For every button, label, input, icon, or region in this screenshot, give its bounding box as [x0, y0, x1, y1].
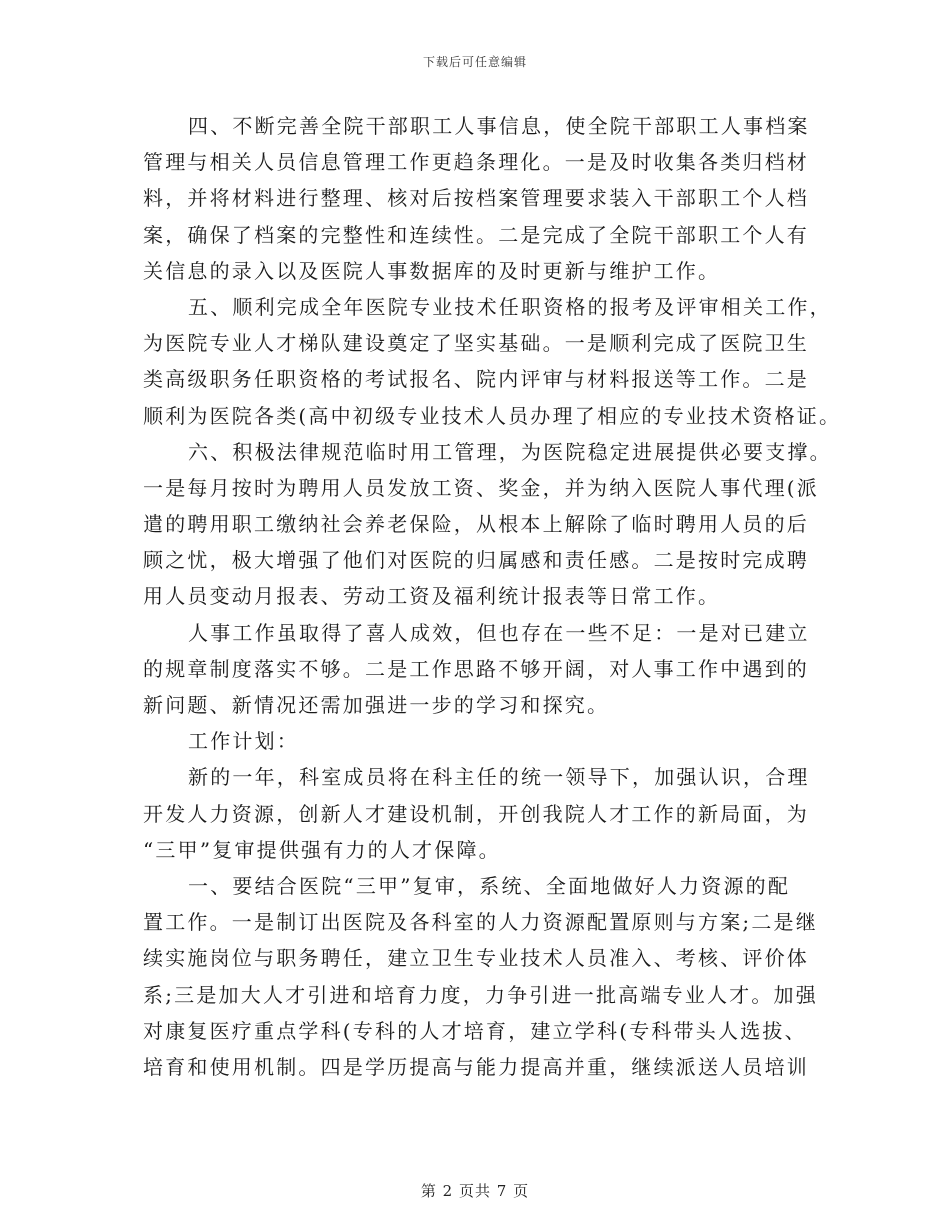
paragraph-line: “三甲”复审提供强有力的人才保障。	[143, 837, 501, 862]
page-footer: 第 2 页共 7 页	[420, 1182, 530, 1200]
paragraph-line: 四、不断完善全院干部职工人事信息，使全院干部职工人事档案	[188, 114, 810, 138]
paragraph-line: 顾之忧，极大增强了他们对医院的归属感和责任感。二是按时完成聘	[143, 548, 809, 573]
paragraph-line: 五、顺利完成全年医院专业技术任职资格的报考及评审相关工作，	[188, 294, 832, 319]
paragraph-line: 关信息的录入以及医院人事数据库的及时更新与维护工作。	[143, 258, 721, 283]
document-body	[143, 108, 842, 1085]
paragraph-line: 新问题、新情况还需加强进一步的学习和探究。	[143, 693, 610, 717]
section-heading: 工作计划：	[188, 729, 299, 754]
paragraph-line: 类高级职务任职资格的考试报名、院内评审与材料报送等工作。二是	[143, 367, 809, 392]
paragraph-line: 顺利为医院各类(高中初级专业技术人员办理了相应的专业技术资格证。	[143, 403, 842, 428]
paragraph-line: 一、要结合医院“三甲”复审，系统、全面地做好人力资源的配	[188, 873, 791, 898]
paragraph-line: 管理与相关人员信息管理工作更趋条理化。一是及时收集各类归档材	[143, 150, 809, 175]
paragraph-line: 续实施岗位与职务聘任，建立卫生专业技术人员准入、考核、评价体	[143, 946, 809, 971]
paragraph-line: 新的一年，科室成员将在科主任的统一领导下，加强认识，合理	[188, 765, 810, 790]
paragraph-line: 置工作。一是制订出医院及各科室的人力资源配置原则与方案;二是继	[143, 910, 818, 935]
paragraph-line: 料，并将材料进行整理、核对后按档案管理要求装入干部职工个人档	[143, 186, 809, 211]
paragraph-line: 一是每月按时为聘用人员发放工资、奖金，并为纳入医院人事代理(派	[143, 475, 820, 500]
page-header: 下载后可任意编辑	[422, 55, 527, 69]
paragraph-line: 人事工作虽取得了喜人成效，但也存在一些不足：一是对已建立	[188, 620, 810, 645]
paragraph-line: 为医院专业人才梯队建设奠定了坚实基础。一是顺利完成了医院卫生	[143, 331, 809, 356]
paragraph-line: 的规章制度落实不够。二是工作思路不够开阔，对人事工作中遇到的	[143, 656, 809, 681]
paragraph-line: 案，确保了档案的完整性和连续性。二是完成了全院干部职工个人有	[143, 222, 809, 247]
paragraph-line: 开发人力资源，创新人才建设机制，开创我院人才工作的新局面，为	[143, 801, 809, 826]
paragraph-line: 遣的聘用职工缴纳社会养老保险，从根本上解除了临时聘用人员的后	[143, 512, 809, 537]
paragraph-line: 系;三是加大人才引进和培育力度，力争引进一批高端专业人才。加强	[143, 982, 818, 1007]
paragraph-line: 对康复医疗重点学科(专科的人才培育，建立学科(专科带头人选拔、	[143, 1018, 807, 1043]
paragraph-line: 用人员变动月报表、劳动工资及福利统计报表等日常工作。	[143, 584, 721, 609]
paragraph-line: 六、积极法律规范临时用工管理，为医院稳定进展提供必要支撑。	[188, 439, 832, 464]
paragraph-line: 培育和使用机制。四是学历提高与能力提高并重，继续派送人员培训	[143, 1054, 809, 1079]
